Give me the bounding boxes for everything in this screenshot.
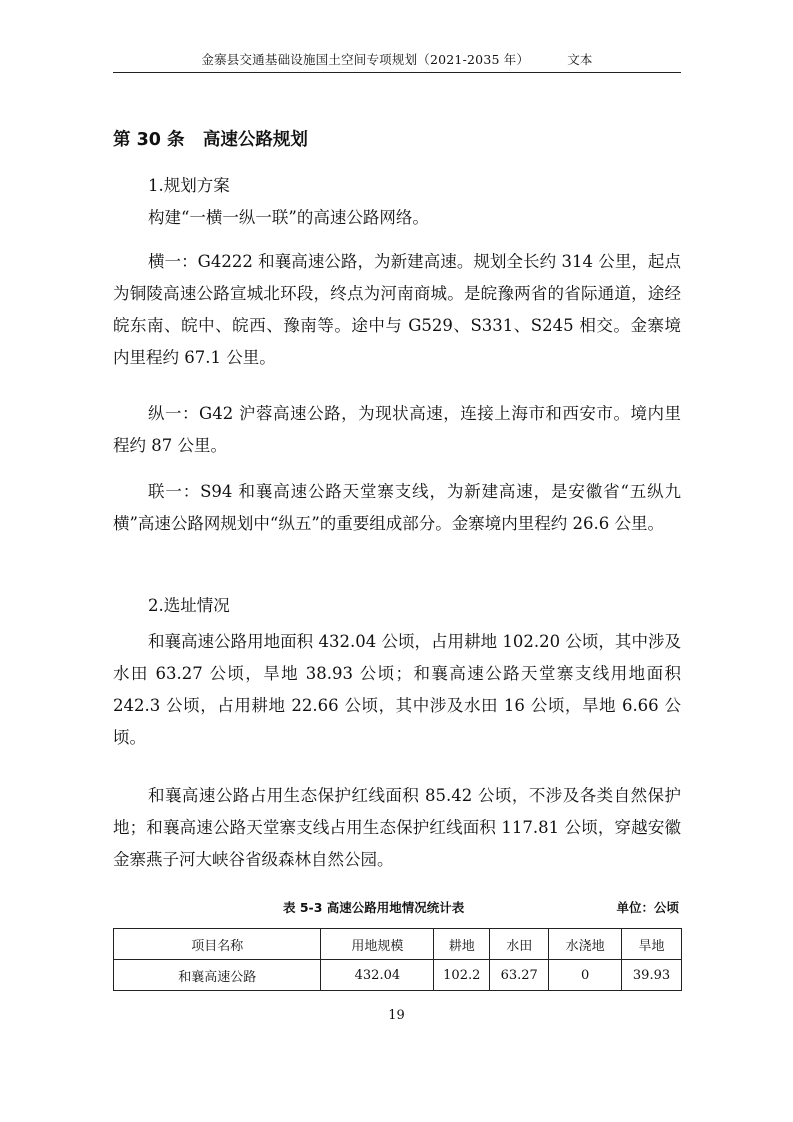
paragraph-network: 构建“一横一纵一联”的高速公路网络。: [148, 208, 429, 227]
article-title: 高速公路规划: [202, 130, 308, 150]
table-caption-title: 表 5-3 高速公路用地情况统计表: [283, 900, 465, 915]
paragraph-zong-yi: 纵一：G42 沪蓉高速公路，为现状高速，连接上海市和西安市。境内里程约 87 公里。: [113, 404, 681, 455]
section-heading-site: 2.选址情况: [148, 596, 230, 615]
table-cell: 432.04: [321, 960, 434, 991]
table-cell: 0: [549, 960, 622, 991]
table-row: [114, 960, 682, 991]
section-heading-plan: 1.规划方案: [148, 176, 230, 195]
article-number: 第 30 条: [113, 130, 185, 150]
paragraph-heng-yi: 横一：G4222 和襄高速公路，为新建高速。规划全长约 314 公里，起点为铜陵高速公路宣城北环段，终点为河南商城。是皖豫两省的省际通道，途经皖东南、皖中、皖西、豫南等。途中与 G529、S331、S245 相交。金寨境内里程约 67.1 公里。: [113, 252, 681, 367]
table-header-cell: 项目名称: [114, 929, 321, 960]
table-header-cell: 水田: [490, 929, 549, 960]
table-header-cell: 耕地: [434, 929, 490, 960]
page-header: [113, 50, 681, 74]
table-header-row: [114, 929, 682, 960]
table-header-cell: 水浇地: [549, 929, 622, 960]
table-cell: 39.93: [622, 960, 682, 991]
table-unit: 单位：公顷: [616, 900, 679, 915]
header-divider: [113, 72, 681, 73]
header-doc-type: 文本: [567, 52, 593, 67]
paragraph-lian-yi: 联一：S94 和襄高速公路天堂寨支线，为新建高速，是安徽省“五纵九横”高速公路网规划中“纵五”的重要组成部分。金寨境内里程约 26.6 公里。: [113, 482, 681, 533]
table-caption: [113, 898, 681, 920]
table-cell: 102.2: [434, 960, 490, 991]
table-cell: 和襄高速公路: [114, 960, 321, 991]
table-header-cell: 旱地: [622, 929, 682, 960]
paragraph-land-use: 和襄高速公路用地面积 432.04 公顷，占用耕地 102.20 公顷，其中涉及水田 63.27 公顷，旱地 38.93 公顷；和襄高速公路天堂寨支线用地面积 242.3 公顷，占用耕地 22.66 公顷，其中涉及水田 16 公顷，旱地 6.66 公顷。: [113, 632, 681, 747]
table-header-cell: 用地规模: [321, 929, 434, 960]
paragraph-ecology: 和襄高速公路占用生态保护红线面积 85.42 公顷，不涉及各类自然保护地；和襄高速公路天堂寨支线占用生态保护红线面积 117.81 公顷，穿越安徽金寨燕子河大峡谷省级森林自然公园。: [113, 786, 681, 869]
land-use-table: [113, 928, 682, 991]
table-cell: 63.27: [490, 960, 549, 991]
page-number: 19: [388, 1008, 405, 1023]
header-title: 金寨县交通基础设施国土空间专项规划（2021-2035 年）: [201, 52, 530, 67]
article-heading: [113, 126, 308, 151]
